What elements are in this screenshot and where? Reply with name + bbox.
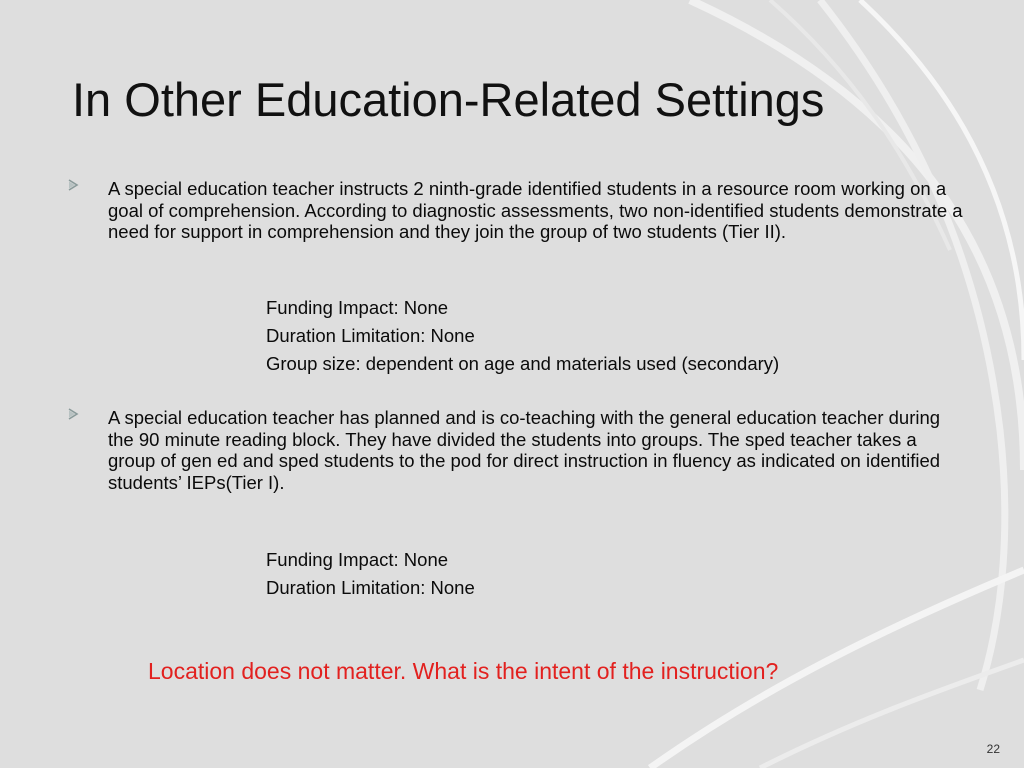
detail-line: Duration Limitation: None	[266, 325, 475, 346]
detail-line: Group size: dependent on age and materials used (secondary)	[266, 353, 780, 374]
arrow-bullet-icon	[66, 178, 80, 192]
slide-title: In Other Education-Related Settings	[72, 73, 825, 126]
arrow-bullet-icon	[66, 407, 80, 421]
detail-line: Funding Impact: None	[266, 297, 449, 318]
callout-text: Location does not matter. What is the intent of the instruction?	[148, 658, 779, 684]
bullet-text: A special education teacher instructs 2 ninth-grade identified students in a resource room working on a goal of comprehension. According to diagnostic assessments, two non-identified students demonstrate a need for support in comprehension and they join the group of two students (Tier II).	[108, 178, 963, 242]
detail-line: Duration Limitation: None	[266, 577, 475, 598]
page-number: 22	[986, 742, 1000, 756]
detail-line: Funding Impact: None	[266, 549, 449, 570]
bullet-text: A special education teacher has planned and is co-teaching with the general education teacher during the 90 minute reading block. They have divided the students into groups. The sped teacher takes a group of gen ed and sped students to the pod for direct instruction in fluency as indicated on identified students’ IEPs(Tier I).	[108, 407, 941, 493]
